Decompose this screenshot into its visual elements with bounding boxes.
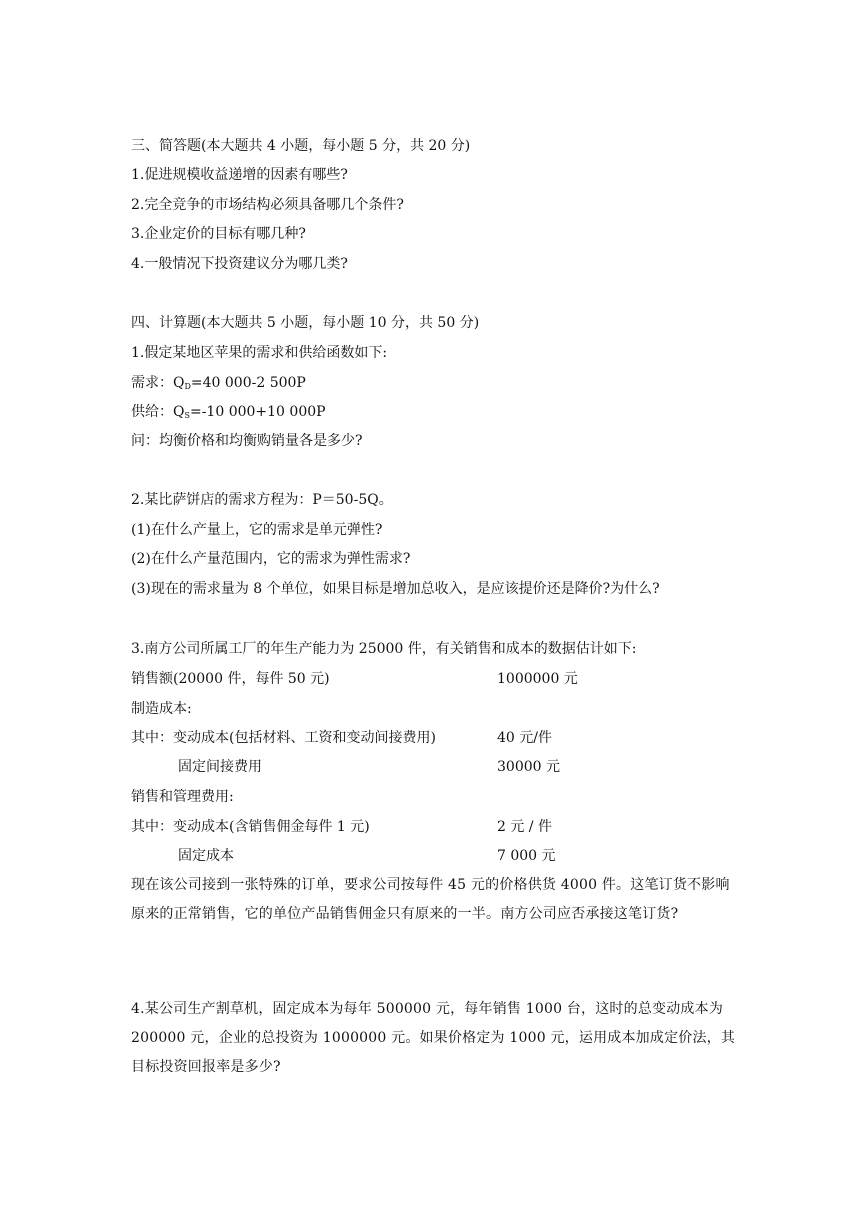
q4-text: 4.某公司生产割草机，固定成本为每年 500000 元，每年销售 1000 台，这时的总变动成本为 200000 元，企业的总投资为 1000000 元。如果价格定为 1000 元，运用成本加成定价法，其目标投资回报率是多少? (131, 1001, 736, 1075)
q3-mfg-variable-value: 40 元/件 (497, 730, 552, 746)
q3-sales-label: 销售额(20000 件，每件 50 元) (131, 671, 330, 687)
section3-question-4: 4.一般情况下投资建议分为哪几类? (131, 256, 348, 272)
q3-mfg-fixed-label: 固定间接费用 (178, 759, 262, 775)
q2-part-1: (1)在什么产量上，它的需求是单元弹性? (131, 522, 383, 538)
q3-admin-variable-value: 2 元 / 件 (497, 819, 552, 835)
q3-mfg-variable-label: 其中：变动成本(包括材料、工资和变动间接费用) (131, 730, 436, 746)
q3-admin-heading: 销售和管理费用: (131, 789, 234, 805)
q3-mfg-heading: 制造成本: (131, 701, 192, 717)
q1-question: 问：均衡价格和均衡购销量各是多少? (131, 433, 363, 449)
q3-admin-fixed-label: 固定成本 (178, 848, 234, 864)
q1-intro: 1.假定某地区苹果的需求和供给函数如下: (131, 345, 388, 361)
q3-mfg-fixed-value: 30000 元 (497, 759, 560, 775)
q3-question: 现在该公司接到一张特殊的订单，要求公司按每件 45 元的价格供货 4000 件。这笔订货不影响原来的正常销售，它的单位产品销售佣金只有原来的一半。南方公司应否承接这笔订货? (131, 877, 730, 922)
q3-admin-variable-label: 其中：变动成本(含销售佣金每件 1 元) (131, 819, 370, 835)
section3-question-1: 1.促进规模收益递增的因素有哪些? (131, 167, 348, 183)
q2-part-3: (3)现在的需求量为 8 个单位，如果目标是增加总收入，是应该提价还是降价?为什么? (131, 581, 660, 597)
section4-heading: 四、计算题(本大题共 5 小题，每小题 10 分，共 50 分) (131, 315, 480, 331)
q3-sales-value: 1000000 元 (497, 671, 578, 687)
q2-intro: 2.某比萨饼店的需求方程为：P＝50-5Q。 (131, 492, 393, 508)
section3-heading: 三、简答题(本大题共 4 小题，每小题 5 分，共 20 分) (131, 138, 471, 154)
q3-intro: 3.南方公司所属工厂的年生产能力为 25000 件，有关销售和成本的数据估计如下: (131, 641, 637, 657)
section3-question-3: 3.企业定价的目标有哪几种? (131, 226, 306, 242)
q2-part-2: (2)在什么产量范围内，它的需求为弹性需求? (131, 551, 411, 567)
section3-question-2: 2.完全竞争的市场结构必须具备哪几个条件? (131, 197, 404, 213)
q1-supply-equation: 供给：$Q_S=-10$ 000+10 000P (131, 404, 326, 420)
q3-admin-fixed-value: 7 000 元 (497, 848, 556, 864)
q1-demand-equation: 需求：$Q_D=40$ 000-2 500P (131, 375, 306, 391)
